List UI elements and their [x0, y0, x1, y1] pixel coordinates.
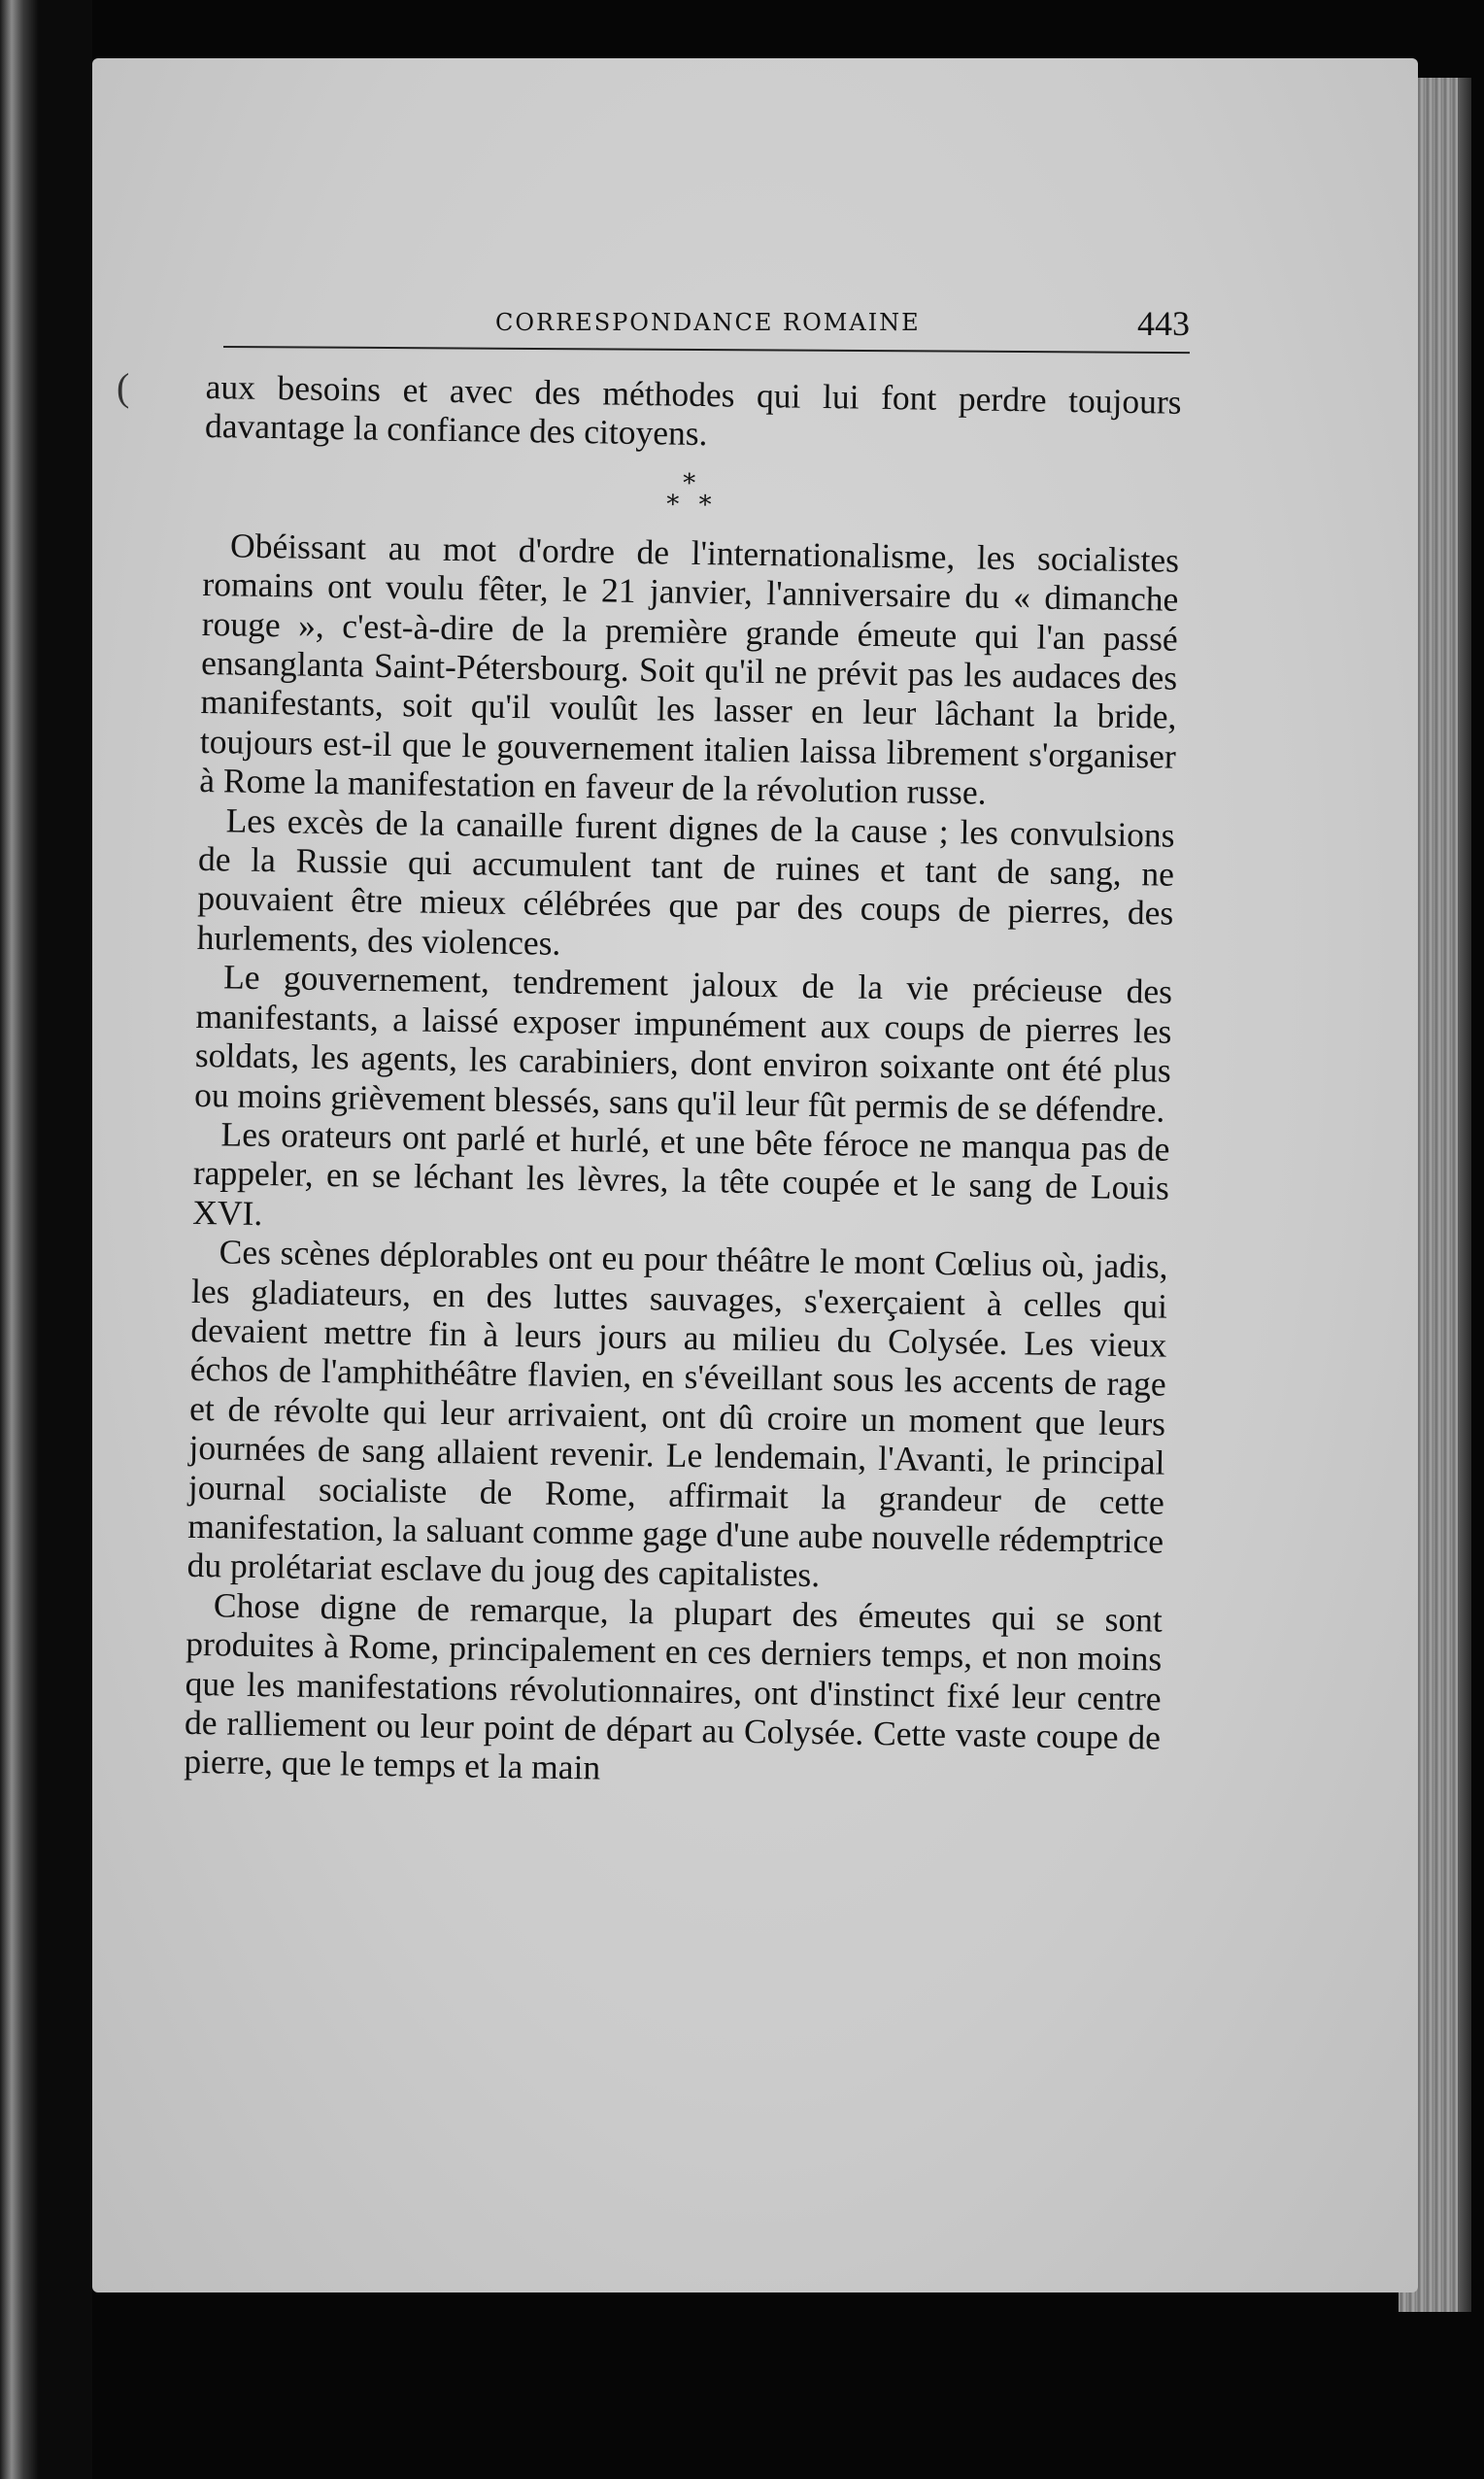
paragraph-6: Chose digne de remarque, la plupart des émeutes qui se sont produites à Rome, principalement en ces derniers temps, et non moins que les manifestations révolutionnaires, ont d'instinct fixé leur centre de ralliement ou leur point de départ au Colysée. Cette vaste coupe de pierre, que le temps et la main — [184, 1585, 1164, 1787]
paragraph-3: Le gouvernement, tendrement jaloux de la vie précieuse des manifestants, a laissé exposer impunément aux coups de pierres les soldats, les agents, les carabiniers, dont environ soixante ont été plus ou moins grièvement blessés, sans qu'il leur fût permis de se défendre. — [193, 957, 1173, 1130]
paragraph-4: Les orateurs ont parlé et hurlé, et une bête féroce ne manqua pas de rappeler, en se léchant les lèvres, la tête coupée et le sang de Louis XVI. — [192, 1114, 1170, 1233]
left-page-edge — [0, 0, 39, 2479]
header-rule — [223, 346, 1190, 354]
margin-mark: ( — [117, 365, 130, 409]
paragraph-5: Ces scènes déplorables ont eu pour théâtre le mont Cœlius où, jadis, les gladiateurs, en des luttes sauvages, s'exerçaient à celles qui devaient mettre fin à leurs jours au milieu du Colysée. Les vieux échos de l'amphithéâtre flavien, en s'éveillant sous les accents de rage et de révolte qui leur arrivaient, ont dû croire un moment que leurs journées de sang allaient revenir. Le lendemain, l'Avanti, le principal journal socialiste de Rome, affirmait la grandeur de cette manifestation, la saluant comme gage d'une aube nouvelle rédemptrice du prolétariat esclave du joug des capitalistes. — [186, 1232, 1168, 1595]
asterism-bottom: * * — [665, 490, 718, 521]
asterism-ornament — [204, 465, 1181, 524]
page-number: 443 — [1137, 304, 1190, 343]
body-text — [184, 367, 1182, 1796]
asterism-top: * — [682, 468, 702, 498]
continuation-paragraph: aux besoins et avec des méthodes qui lui font perdre toujours davantage la confiance des citoyens. — [204, 367, 1182, 454]
running-title: CORRESPONDANCE ROMAINE — [495, 309, 921, 336]
book-gutter — [39, 0, 92, 2479]
paragraph-1: Obéissant au mot d'ordre de l'internationalisme, les socialistes romains ont voulu fêter, le 21 janvier, l'anniversaire du « dimanche rouge », c'est-à-dire de la première grande émeute qui l'an passé ensanglanta Saint-Pétersbourg. Soit qu'il ne prévit pas les audaces des manifestants, soit qu'il voulût les lasser en leur lâchant la bride, toujours est-il que le gouvernement italien laissa librement s'organiser à Rome la manifestation en faveur de la révolution russe. — [199, 526, 1180, 812]
paragraph-2: Les excès de la canaille furent dignes de la cause ; les convulsions de la Russie qui accumulent tant de ruines et tant de sang, ne pouvaient être mieux célébrées que par des coups de pierres, des hurlements, des violences. — [196, 800, 1175, 963]
